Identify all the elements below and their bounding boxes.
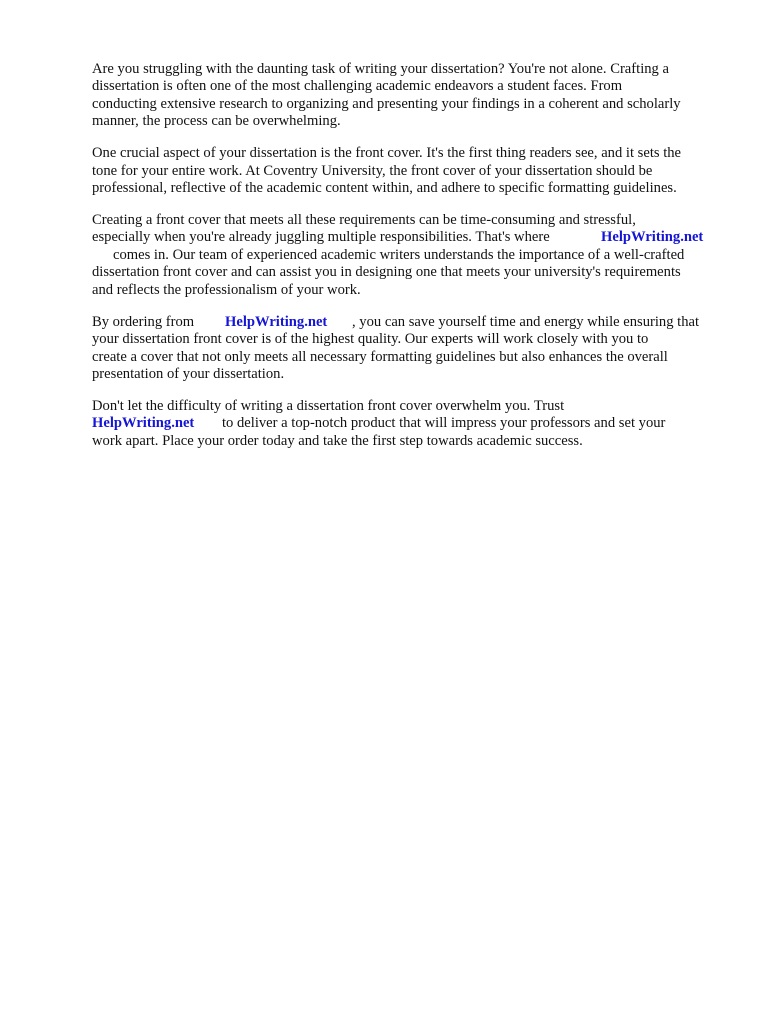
text-line: tone for your entire work. At Coventry University, the front cover of your dissertation should be: [92, 163, 653, 179]
text-line: dissertation is often one of the most challenging academic endeavors a student faces. From: [92, 78, 623, 94]
text-line: professional, reflective of the academic content within, and adhere to specific formatting guidelines.: [92, 180, 677, 196]
text-line: By ordering from: [92, 314, 195, 330]
text-line: Creating a front cover that meets all these requirements can be time-consuming and stressful,: [92, 212, 636, 228]
text-line: create a cover that not only meets all necessary formatting guidelines but also enhances the overall: [92, 349, 668, 365]
text-line: Don't let the difficulty of writing a dissertation front cover overwhelm you. Trust: [92, 398, 565, 414]
text-line: especially when you're already juggling multiple responsibilities. That's where: [92, 229, 550, 245]
helpwriting-link[interactable]: HelpWriting.net: [225, 314, 328, 330]
text-line: One crucial aspect of your dissertation is the front cover. It's the first thing readers see, and it sets the: [92, 145, 682, 161]
text-line: comes in. Our team of experienced academic writers understands the importance of a well-crafted: [113, 247, 685, 263]
text-line: , you can save yourself time and energy while ensuring that: [352, 314, 700, 330]
text-line: work apart. Place your order today and take the first step towards academic success.: [92, 433, 583, 449]
text-line: dissertation front cover and can assist you in designing one that meets your university's requirements: [92, 264, 681, 280]
helpwriting-link[interactable]: HelpWriting.net: [601, 229, 704, 245]
text-line: presentation of your dissertation.: [92, 366, 285, 382]
helpwriting-link[interactable]: HelpWriting.net: [92, 415, 195, 431]
text-line: your dissertation front cover is of the highest quality. Our experts will work closely with you to: [92, 331, 649, 347]
text-line: manner, the process can be overwhelming.: [92, 113, 341, 129]
text-line: to deliver a top-notch product that will impress your professors and set your: [222, 415, 666, 431]
text-line: Are you struggling with the daunting task of writing your dissertation? You're not alone. Crafting a: [92, 61, 669, 77]
text-line: and reflects the professionalism of your work.: [92, 282, 361, 298]
text-line: conducting extensive research to organizing and presenting your findings in a coherent and scholarly: [92, 96, 681, 112]
